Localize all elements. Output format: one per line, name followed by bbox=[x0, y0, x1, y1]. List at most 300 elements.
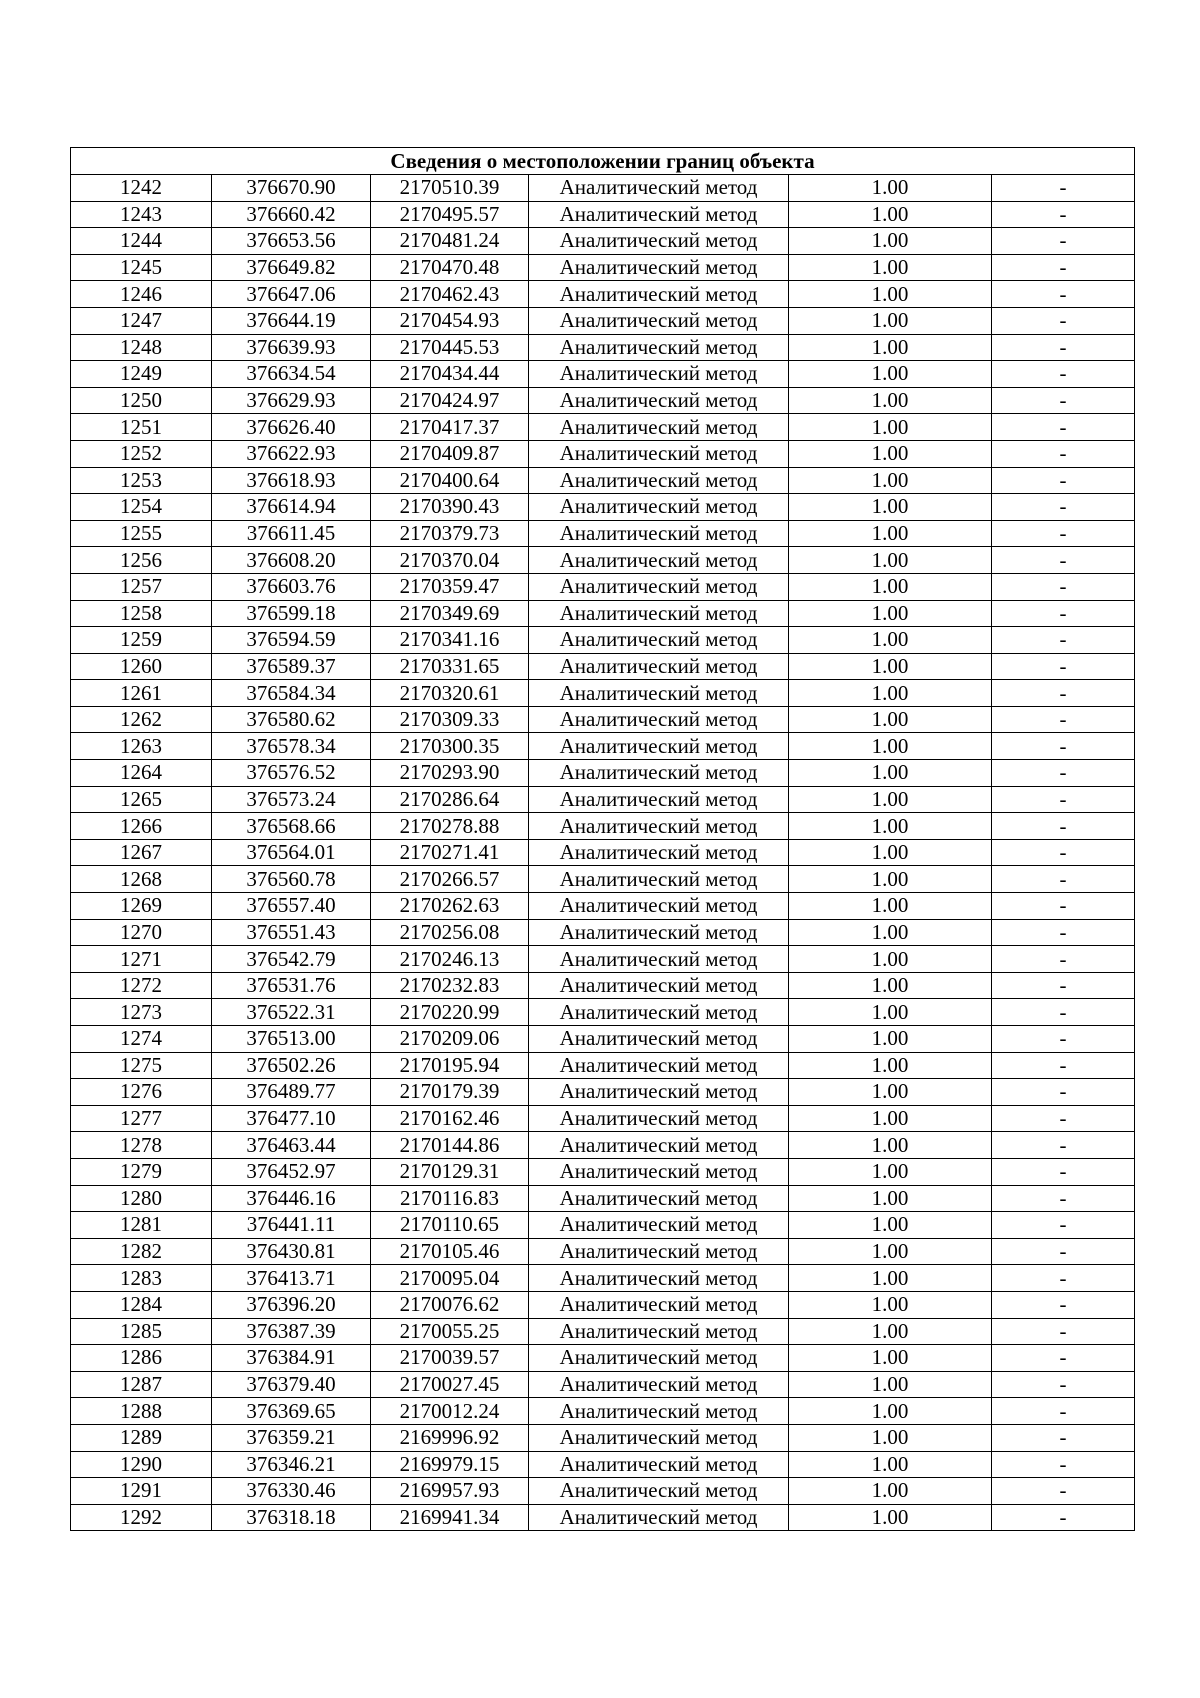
x-coordinate-cell: 376369.65 bbox=[212, 1398, 371, 1425]
method-cell: Аналитический метод bbox=[529, 706, 789, 733]
x-coordinate-cell: 376580.62 bbox=[212, 706, 371, 733]
x-coordinate-cell: 376589.37 bbox=[212, 653, 371, 680]
method-cell: Аналитический метод bbox=[529, 1185, 789, 1212]
table-row bbox=[71, 1504, 1135, 1531]
method-cell: Аналитический метод bbox=[529, 1478, 789, 1505]
accuracy-cell: 1.00 bbox=[789, 946, 992, 973]
y-coordinate-cell: 2170076.62 bbox=[371, 1291, 529, 1318]
point-number-cell: 1277 bbox=[71, 1105, 212, 1132]
accuracy-cell: 1.00 bbox=[789, 1026, 992, 1053]
table-row bbox=[71, 361, 1135, 388]
accuracy-cell: 1.00 bbox=[789, 228, 992, 255]
table-row bbox=[71, 866, 1135, 893]
point-number-cell: 1247 bbox=[71, 307, 212, 334]
description-cell: - bbox=[992, 1026, 1135, 1053]
accuracy-cell: 1.00 bbox=[789, 760, 992, 787]
y-coordinate-cell: 2169979.15 bbox=[371, 1451, 529, 1478]
x-coordinate-cell: 376413.71 bbox=[212, 1265, 371, 1292]
accuracy-cell: 1.00 bbox=[789, 1238, 992, 1265]
y-coordinate-cell: 2170454.93 bbox=[371, 307, 529, 334]
x-coordinate-cell: 376576.52 bbox=[212, 760, 371, 787]
y-coordinate-cell: 2170510.39 bbox=[371, 175, 529, 202]
description-cell: - bbox=[992, 307, 1135, 334]
accuracy-cell: 1.00 bbox=[789, 1504, 992, 1531]
accuracy-cell: 1.00 bbox=[789, 414, 992, 441]
accuracy-cell: 1.00 bbox=[789, 972, 992, 999]
point-number-cell: 1291 bbox=[71, 1478, 212, 1505]
table-row bbox=[71, 680, 1135, 707]
point-number-cell: 1258 bbox=[71, 600, 212, 627]
x-coordinate-cell: 376513.00 bbox=[212, 1026, 371, 1053]
accuracy-cell: 1.00 bbox=[789, 1478, 992, 1505]
table-row bbox=[71, 547, 1135, 574]
description-cell: - bbox=[992, 786, 1135, 813]
y-coordinate-cell: 2170209.06 bbox=[371, 1026, 529, 1053]
y-coordinate-cell: 2170286.64 bbox=[371, 786, 529, 813]
table-row bbox=[71, 946, 1135, 973]
description-cell: - bbox=[992, 440, 1135, 467]
accuracy-cell: 1.00 bbox=[789, 627, 992, 654]
y-coordinate-cell: 2170278.88 bbox=[371, 813, 529, 840]
accuracy-cell: 1.00 bbox=[789, 1451, 992, 1478]
accuracy-cell: 1.00 bbox=[789, 1132, 992, 1159]
table-row bbox=[71, 1424, 1135, 1451]
description-cell: - bbox=[992, 972, 1135, 999]
description-cell: - bbox=[992, 573, 1135, 600]
description-cell: - bbox=[992, 893, 1135, 920]
accuracy-cell: 1.00 bbox=[789, 494, 992, 521]
y-coordinate-cell: 2170400.64 bbox=[371, 467, 529, 494]
x-coordinate-cell: 376573.24 bbox=[212, 786, 371, 813]
y-coordinate-cell: 2170379.73 bbox=[371, 520, 529, 547]
point-number-cell: 1265 bbox=[71, 786, 212, 813]
accuracy-cell: 1.00 bbox=[789, 1424, 992, 1451]
table-row bbox=[71, 254, 1135, 281]
method-cell: Аналитический метод bbox=[529, 733, 789, 760]
description-cell: - bbox=[992, 733, 1135, 760]
description-cell: - bbox=[992, 706, 1135, 733]
table-row bbox=[71, 1398, 1135, 1425]
method-cell: Аналитический метод bbox=[529, 866, 789, 893]
table-row bbox=[71, 733, 1135, 760]
point-number-cell: 1282 bbox=[71, 1238, 212, 1265]
table-row bbox=[71, 706, 1135, 733]
x-coordinate-cell: 376446.16 bbox=[212, 1185, 371, 1212]
y-coordinate-cell: 2170195.94 bbox=[371, 1052, 529, 1079]
method-cell: Аналитический метод bbox=[529, 1291, 789, 1318]
point-number-cell: 1288 bbox=[71, 1398, 212, 1425]
point-number-cell: 1261 bbox=[71, 680, 212, 707]
accuracy-cell: 1.00 bbox=[789, 254, 992, 281]
description-cell: - bbox=[992, 1371, 1135, 1398]
table-title-row bbox=[71, 148, 1135, 175]
description-cell: - bbox=[992, 813, 1135, 840]
method-cell: Аналитический метод bbox=[529, 281, 789, 308]
boundary-coordinates-table bbox=[70, 147, 1135, 1531]
y-coordinate-cell: 2170129.31 bbox=[371, 1158, 529, 1185]
accuracy-cell: 1.00 bbox=[789, 334, 992, 361]
table-row bbox=[71, 520, 1135, 547]
table-row bbox=[71, 1079, 1135, 1106]
description-cell: - bbox=[992, 1398, 1135, 1425]
y-coordinate-cell: 2170027.45 bbox=[371, 1371, 529, 1398]
description-cell: - bbox=[992, 946, 1135, 973]
y-coordinate-cell: 2170055.25 bbox=[371, 1318, 529, 1345]
table-row bbox=[71, 1371, 1135, 1398]
point-number-cell: 1256 bbox=[71, 547, 212, 574]
x-coordinate-cell: 376557.40 bbox=[212, 893, 371, 920]
method-cell: Аналитический метод bbox=[529, 254, 789, 281]
method-cell: Аналитический метод bbox=[529, 786, 789, 813]
y-coordinate-cell: 2170256.08 bbox=[371, 919, 529, 946]
method-cell: Аналитический метод bbox=[529, 361, 789, 388]
accuracy-cell: 1.00 bbox=[789, 1212, 992, 1239]
accuracy-cell: 1.00 bbox=[789, 680, 992, 707]
x-coordinate-cell: 376384.91 bbox=[212, 1345, 371, 1372]
point-number-cell: 1248 bbox=[71, 334, 212, 361]
table-row bbox=[71, 813, 1135, 840]
method-cell: Аналитический метод bbox=[529, 414, 789, 441]
description-cell: - bbox=[992, 547, 1135, 574]
y-coordinate-cell: 2170445.53 bbox=[371, 334, 529, 361]
table-row bbox=[71, 467, 1135, 494]
method-cell: Аналитический метод bbox=[529, 600, 789, 627]
x-coordinate-cell: 376477.10 bbox=[212, 1105, 371, 1132]
point-number-cell: 1249 bbox=[71, 361, 212, 388]
point-number-cell: 1273 bbox=[71, 999, 212, 1026]
table-row bbox=[71, 1291, 1135, 1318]
x-coordinate-cell: 376542.79 bbox=[212, 946, 371, 973]
x-coordinate-cell: 376584.34 bbox=[212, 680, 371, 707]
method-cell: Аналитический метод bbox=[529, 1079, 789, 1106]
x-coordinate-cell: 376578.34 bbox=[212, 733, 371, 760]
method-cell: Аналитический метод bbox=[529, 1371, 789, 1398]
table-row bbox=[71, 1026, 1135, 1053]
description-cell: - bbox=[992, 1451, 1135, 1478]
y-coordinate-cell: 2170105.46 bbox=[371, 1238, 529, 1265]
point-number-cell: 1252 bbox=[71, 440, 212, 467]
method-cell: Аналитический метод bbox=[529, 946, 789, 973]
point-number-cell: 1245 bbox=[71, 254, 212, 281]
point-number-cell: 1264 bbox=[71, 760, 212, 787]
point-number-cell: 1255 bbox=[71, 520, 212, 547]
x-coordinate-cell: 376346.21 bbox=[212, 1451, 371, 1478]
method-cell: Аналитический метод bbox=[529, 919, 789, 946]
point-number-cell: 1275 bbox=[71, 1052, 212, 1079]
x-coordinate-cell: 376653.56 bbox=[212, 228, 371, 255]
accuracy-cell: 1.00 bbox=[789, 307, 992, 334]
description-cell: - bbox=[992, 1318, 1135, 1345]
description-cell: - bbox=[992, 1079, 1135, 1106]
y-coordinate-cell: 2170095.04 bbox=[371, 1265, 529, 1292]
table-row bbox=[71, 919, 1135, 946]
accuracy-cell: 1.00 bbox=[789, 1318, 992, 1345]
point-number-cell: 1254 bbox=[71, 494, 212, 521]
accuracy-cell: 1.00 bbox=[789, 999, 992, 1026]
table-row bbox=[71, 972, 1135, 999]
y-coordinate-cell: 2170495.57 bbox=[371, 201, 529, 228]
y-coordinate-cell: 2170320.61 bbox=[371, 680, 529, 707]
method-cell: Аналитический метод bbox=[529, 494, 789, 521]
description-cell: - bbox=[992, 1212, 1135, 1239]
x-coordinate-cell: 376564.01 bbox=[212, 839, 371, 866]
point-number-cell: 1285 bbox=[71, 1318, 212, 1345]
accuracy-cell: 1.00 bbox=[789, 1185, 992, 1212]
method-cell: Аналитический метод bbox=[529, 467, 789, 494]
accuracy-cell: 1.00 bbox=[789, 1291, 992, 1318]
description-cell: - bbox=[992, 1105, 1135, 1132]
point-number-cell: 1276 bbox=[71, 1079, 212, 1106]
accuracy-cell: 1.00 bbox=[789, 1371, 992, 1398]
x-coordinate-cell: 376599.18 bbox=[212, 600, 371, 627]
point-number-cell: 1266 bbox=[71, 813, 212, 840]
description-cell: - bbox=[992, 1424, 1135, 1451]
point-number-cell: 1278 bbox=[71, 1132, 212, 1159]
accuracy-cell: 1.00 bbox=[789, 281, 992, 308]
point-number-cell: 1286 bbox=[71, 1345, 212, 1372]
method-cell: Аналитический метод bbox=[529, 1158, 789, 1185]
y-coordinate-cell: 2170481.24 bbox=[371, 228, 529, 255]
accuracy-cell: 1.00 bbox=[789, 706, 992, 733]
y-coordinate-cell: 2170110.65 bbox=[371, 1212, 529, 1239]
y-coordinate-cell: 2170179.39 bbox=[371, 1079, 529, 1106]
description-cell: - bbox=[992, 1185, 1135, 1212]
point-number-cell: 1268 bbox=[71, 866, 212, 893]
point-number-cell: 1274 bbox=[71, 1026, 212, 1053]
description-cell: - bbox=[992, 361, 1135, 388]
accuracy-cell: 1.00 bbox=[789, 1158, 992, 1185]
description-cell: - bbox=[992, 1478, 1135, 1505]
y-coordinate-cell: 2170039.57 bbox=[371, 1345, 529, 1372]
table-row bbox=[71, 1238, 1135, 1265]
x-coordinate-cell: 376634.54 bbox=[212, 361, 371, 388]
method-cell: Аналитический метод bbox=[529, 440, 789, 467]
method-cell: Аналитический метод bbox=[529, 547, 789, 574]
point-number-cell: 1292 bbox=[71, 1504, 212, 1531]
x-coordinate-cell: 376396.20 bbox=[212, 1291, 371, 1318]
x-coordinate-cell: 376644.19 bbox=[212, 307, 371, 334]
method-cell: Аналитический метод bbox=[529, 1265, 789, 1292]
y-coordinate-cell: 2170262.63 bbox=[371, 893, 529, 920]
y-coordinate-cell: 2170359.47 bbox=[371, 573, 529, 600]
x-coordinate-cell: 376629.93 bbox=[212, 387, 371, 414]
method-cell: Аналитический метод bbox=[529, 1132, 789, 1159]
accuracy-cell: 1.00 bbox=[789, 201, 992, 228]
table-row bbox=[71, 1185, 1135, 1212]
x-coordinate-cell: 376379.40 bbox=[212, 1371, 371, 1398]
description-cell: - bbox=[992, 653, 1135, 680]
method-cell: Аналитический метод bbox=[529, 1451, 789, 1478]
table-row bbox=[71, 1318, 1135, 1345]
y-coordinate-cell: 2170266.57 bbox=[371, 866, 529, 893]
x-coordinate-cell: 376330.46 bbox=[212, 1478, 371, 1505]
accuracy-cell: 1.00 bbox=[789, 1105, 992, 1132]
method-cell: Аналитический метод bbox=[529, 201, 789, 228]
table-row bbox=[71, 627, 1135, 654]
table-row bbox=[71, 786, 1135, 813]
point-number-cell: 1262 bbox=[71, 706, 212, 733]
x-coordinate-cell: 376318.18 bbox=[212, 1504, 371, 1531]
method-cell: Аналитический метод bbox=[529, 760, 789, 787]
x-coordinate-cell: 376614.94 bbox=[212, 494, 371, 521]
table-row bbox=[71, 1132, 1135, 1159]
description-cell: - bbox=[992, 919, 1135, 946]
x-coordinate-cell: 376618.93 bbox=[212, 467, 371, 494]
point-number-cell: 1279 bbox=[71, 1158, 212, 1185]
x-coordinate-cell: 376639.93 bbox=[212, 334, 371, 361]
y-coordinate-cell: 2170162.46 bbox=[371, 1105, 529, 1132]
description-cell: - bbox=[992, 1504, 1135, 1531]
y-coordinate-cell: 2170349.69 bbox=[371, 600, 529, 627]
description-cell: - bbox=[992, 334, 1135, 361]
y-coordinate-cell: 2170434.44 bbox=[371, 361, 529, 388]
x-coordinate-cell: 376594.59 bbox=[212, 627, 371, 654]
point-number-cell: 1263 bbox=[71, 733, 212, 760]
y-coordinate-cell: 2170144.86 bbox=[371, 1132, 529, 1159]
y-coordinate-cell: 2170470.48 bbox=[371, 254, 529, 281]
table-row bbox=[71, 1451, 1135, 1478]
y-coordinate-cell: 2170409.87 bbox=[371, 440, 529, 467]
table-row bbox=[71, 573, 1135, 600]
description-cell: - bbox=[992, 1265, 1135, 1292]
description-cell: - bbox=[992, 494, 1135, 521]
method-cell: Аналитический метод bbox=[529, 1504, 789, 1531]
description-cell: - bbox=[992, 387, 1135, 414]
point-number-cell: 1290 bbox=[71, 1451, 212, 1478]
point-number-cell: 1260 bbox=[71, 653, 212, 680]
table-row bbox=[71, 175, 1135, 202]
accuracy-cell: 1.00 bbox=[789, 813, 992, 840]
description-cell: - bbox=[992, 1132, 1135, 1159]
table-title: Сведения о местоположении границ объекта bbox=[71, 148, 1135, 175]
method-cell: Аналитический метод bbox=[529, 175, 789, 202]
method-cell: Аналитический метод bbox=[529, 1052, 789, 1079]
description-cell: - bbox=[992, 627, 1135, 654]
x-coordinate-cell: 376660.42 bbox=[212, 201, 371, 228]
point-number-cell: 1284 bbox=[71, 1291, 212, 1318]
method-cell: Аналитический метод bbox=[529, 972, 789, 999]
method-cell: Аналитический метод bbox=[529, 520, 789, 547]
description-cell: - bbox=[992, 760, 1135, 787]
point-number-cell: 1281 bbox=[71, 1212, 212, 1239]
x-coordinate-cell: 376430.81 bbox=[212, 1238, 371, 1265]
x-coordinate-cell: 376603.76 bbox=[212, 573, 371, 600]
method-cell: Аналитический метод bbox=[529, 627, 789, 654]
method-cell: Аналитический метод bbox=[529, 1398, 789, 1425]
method-cell: Аналитический метод bbox=[529, 387, 789, 414]
method-cell: Аналитический метод bbox=[529, 334, 789, 361]
x-coordinate-cell: 376626.40 bbox=[212, 414, 371, 441]
y-coordinate-cell: 2170417.37 bbox=[371, 414, 529, 441]
accuracy-cell: 1.00 bbox=[789, 733, 992, 760]
x-coordinate-cell: 376522.31 bbox=[212, 999, 371, 1026]
table-row bbox=[71, 387, 1135, 414]
accuracy-cell: 1.00 bbox=[789, 600, 992, 627]
x-coordinate-cell: 376670.90 bbox=[212, 175, 371, 202]
point-number-cell: 1272 bbox=[71, 972, 212, 999]
x-coordinate-cell: 376441.11 bbox=[212, 1212, 371, 1239]
table-row bbox=[71, 839, 1135, 866]
table-row bbox=[71, 1478, 1135, 1505]
point-number-cell: 1251 bbox=[71, 414, 212, 441]
table-row bbox=[71, 414, 1135, 441]
y-coordinate-cell: 2170370.04 bbox=[371, 547, 529, 574]
method-cell: Аналитический метод bbox=[529, 813, 789, 840]
table-row bbox=[71, 201, 1135, 228]
table-row bbox=[71, 893, 1135, 920]
method-cell: Аналитический метод bbox=[529, 1238, 789, 1265]
description-cell: - bbox=[992, 414, 1135, 441]
accuracy-cell: 1.00 bbox=[789, 893, 992, 920]
description-cell: - bbox=[992, 281, 1135, 308]
point-number-cell: 1267 bbox=[71, 839, 212, 866]
table-row bbox=[71, 653, 1135, 680]
point-number-cell: 1289 bbox=[71, 1424, 212, 1451]
description-cell: - bbox=[992, 839, 1135, 866]
y-coordinate-cell: 2170424.97 bbox=[371, 387, 529, 414]
accuracy-cell: 1.00 bbox=[789, 1345, 992, 1372]
method-cell: Аналитический метод bbox=[529, 680, 789, 707]
y-coordinate-cell: 2170012.24 bbox=[371, 1398, 529, 1425]
table-row bbox=[71, 1105, 1135, 1132]
method-cell: Аналитический метод bbox=[529, 839, 789, 866]
table-row bbox=[71, 1212, 1135, 1239]
x-coordinate-cell: 376452.97 bbox=[212, 1158, 371, 1185]
table-row bbox=[71, 1052, 1135, 1079]
y-coordinate-cell: 2170246.13 bbox=[371, 946, 529, 973]
accuracy-cell: 1.00 bbox=[789, 387, 992, 414]
table-row bbox=[71, 494, 1135, 521]
accuracy-cell: 1.00 bbox=[789, 786, 992, 813]
y-coordinate-cell: 2170331.65 bbox=[371, 653, 529, 680]
point-number-cell: 1257 bbox=[71, 573, 212, 600]
method-cell: Аналитический метод bbox=[529, 1424, 789, 1451]
point-number-cell: 1243 bbox=[71, 201, 212, 228]
description-cell: - bbox=[992, 228, 1135, 255]
table-row bbox=[71, 1345, 1135, 1372]
x-coordinate-cell: 376463.44 bbox=[212, 1132, 371, 1159]
point-number-cell: 1283 bbox=[71, 1265, 212, 1292]
y-coordinate-cell: 2169957.93 bbox=[371, 1478, 529, 1505]
accuracy-cell: 1.00 bbox=[789, 520, 992, 547]
description-cell: - bbox=[992, 520, 1135, 547]
description-cell: - bbox=[992, 1158, 1135, 1185]
table-row bbox=[71, 760, 1135, 787]
x-coordinate-cell: 376649.82 bbox=[212, 254, 371, 281]
x-coordinate-cell: 376531.76 bbox=[212, 972, 371, 999]
x-coordinate-cell: 376489.77 bbox=[212, 1079, 371, 1106]
x-coordinate-cell: 376647.06 bbox=[212, 281, 371, 308]
accuracy-cell: 1.00 bbox=[789, 467, 992, 494]
description-cell: - bbox=[992, 1238, 1135, 1265]
method-cell: Аналитический метод bbox=[529, 653, 789, 680]
description-cell: - bbox=[992, 866, 1135, 893]
y-coordinate-cell: 2170341.16 bbox=[371, 627, 529, 654]
x-coordinate-cell: 376568.66 bbox=[212, 813, 371, 840]
accuracy-cell: 1.00 bbox=[789, 1079, 992, 1106]
table-row bbox=[71, 307, 1135, 334]
accuracy-cell: 1.00 bbox=[789, 653, 992, 680]
table-row bbox=[71, 440, 1135, 467]
method-cell: Аналитический метод bbox=[529, 307, 789, 334]
x-coordinate-cell: 376387.39 bbox=[212, 1318, 371, 1345]
accuracy-cell: 1.00 bbox=[789, 1398, 992, 1425]
accuracy-cell: 1.00 bbox=[789, 361, 992, 388]
description-cell: - bbox=[992, 1052, 1135, 1079]
x-coordinate-cell: 376608.20 bbox=[212, 547, 371, 574]
x-coordinate-cell: 376622.93 bbox=[212, 440, 371, 467]
description-cell: - bbox=[992, 680, 1135, 707]
